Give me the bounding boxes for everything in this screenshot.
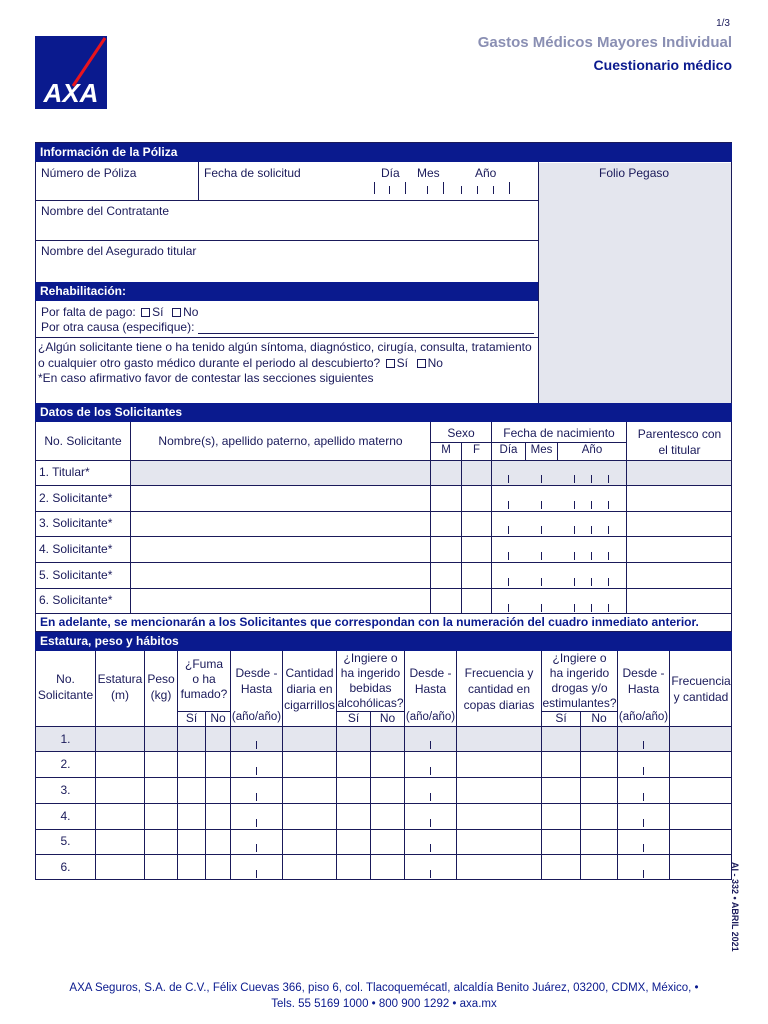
col-drugs-line1: ¿Ingiere o — [552, 651, 607, 665]
period-tick — [643, 793, 644, 801]
col-period-line2: Hasta — [414, 682, 447, 696]
col-birth-year: Año — [581, 444, 603, 456]
date-year-label: Año — [475, 166, 497, 180]
date-tick — [591, 578, 592, 586]
col-habits-no-line2: Solicitante — [37, 688, 94, 702]
date-tick — [508, 604, 509, 612]
applicant-row-label: 6. Solicitante* — [39, 593, 113, 607]
applicant-row-label: 2. Solicitante* — [39, 491, 113, 505]
period-tick — [430, 767, 431, 775]
col-smoke — [178, 657, 230, 702]
question-line-3: *En caso afirmativo favor de contestar las secciones siguientes — [38, 371, 374, 385]
date-tick — [508, 501, 509, 509]
footer-address: AXA Seguros, S.A. de C.V., Félix Cuevas 366, piso 6, col. Tlacoquemécatl, alcaldía Benito Juárez, 03200, CDMX, México, • — [69, 982, 699, 994]
question-line-2 — [38, 356, 538, 372]
col-habits-no-line1: No. — [56, 672, 75, 686]
period-tick — [256, 793, 257, 801]
question-line-2-text: o cualquier otro gasto médico durante el periodo al descubierto? — [38, 355, 381, 370]
rehab-payment-row — [41, 305, 198, 319]
yes-label: Sí — [396, 355, 408, 370]
col-cigarettes-line2: diaria en — [286, 682, 333, 696]
col-birthdate: Fecha de nacimiento — [503, 426, 615, 440]
habits-row-label: 6. — [60, 860, 71, 874]
col-alcohol-line4: alcohólicas? — [337, 696, 404, 710]
alcohol-period-unit: (año/año) — [405, 711, 456, 723]
period-tick — [643, 819, 644, 827]
date-tick — [591, 475, 592, 483]
smoke-no-header: No — [210, 711, 226, 725]
col-alcohol-line1: ¿Ingiere o — [343, 651, 398, 665]
period-tick — [430, 844, 431, 852]
period-tick — [256, 767, 257, 775]
date-tick — [608, 552, 609, 560]
habits-row-label: 2. — [60, 757, 71, 771]
date-tick — [591, 526, 592, 534]
logo-text: AXA — [43, 78, 99, 108]
col-drugs-line4: estimulantes? — [542, 696, 617, 710]
col-frequency-line3: copas diarias — [463, 698, 535, 712]
col-cigarettes — [283, 665, 336, 713]
col-relationship — [627, 426, 732, 458]
date-tick — [508, 552, 509, 560]
habits-row-label: 1. — [60, 732, 71, 746]
col-alcohol-line2: ha ingerido — [340, 666, 401, 680]
drugs-yes-header: Sí — [555, 711, 567, 725]
alcohol-no-header: No — [379, 711, 396, 725]
question-line-1: ¿Algún solicitante tiene o ha tenido algún síntoma, diagnóstico, cirugía, consulta, tratamiento — [38, 340, 532, 354]
col-frequency2-line2: y cantidad — [673, 690, 729, 704]
col-habits-no — [36, 671, 95, 703]
date-tick — [541, 552, 542, 560]
date-tick — [608, 501, 609, 509]
policy-number-label: Número de Póliza — [41, 166, 137, 180]
date-day-label: Día — [381, 166, 400, 180]
col-frequency-line2: cantidad en — [467, 682, 531, 696]
col-applicant-name: Nombre(s), apellido paterno, apellido materno — [158, 434, 403, 448]
date-tick — [608, 578, 609, 586]
applicant-row-label: 4. Solicitante* — [39, 542, 113, 556]
symptom-no-checkbox[interactable] — [417, 359, 426, 368]
col-weight-line2: (kg) — [150, 688, 172, 702]
col-drugs-period — [618, 665, 669, 697]
contractor-name-label: Nombre del Contratante — [41, 204, 170, 218]
col-alcohol-frequency — [457, 665, 541, 713]
date-tick — [574, 578, 575, 586]
request-date-field[interactable] — [372, 180, 522, 194]
period-tick — [256, 844, 257, 852]
yes-label: Sí — [152, 305, 164, 319]
applicant-row-label: 5. Solicitante* — [39, 568, 113, 582]
period-tick — [256, 741, 257, 749]
date-tick — [608, 526, 609, 534]
drugs-period-unit: (año/año) — [618, 711, 669, 723]
date-tick — [508, 526, 509, 534]
col-drugs-line2: ha ingerido — [549, 666, 610, 680]
habits-row-label: 5. — [60, 834, 71, 848]
date-tick — [541, 501, 542, 509]
col-sex: Sexo — [447, 426, 475, 440]
insured-name-label: Nombre del Asegurado titular — [41, 244, 197, 258]
col-alcohol-period — [405, 665, 456, 697]
smoke-period-unit: (año/año) — [231, 711, 282, 723]
col-weight-line1: Peso — [147, 672, 175, 686]
date-tick — [608, 475, 609, 483]
col-birth-month: Mes — [530, 444, 553, 456]
col-period-line1: Desde - — [622, 666, 665, 680]
col-relationship-line2: el titular — [658, 443, 701, 457]
policy-section-header: Información de la Póliza — [35, 143, 732, 162]
period-tick — [256, 870, 257, 878]
period-tick — [643, 741, 644, 749]
col-period-line1: Desde - — [409, 666, 452, 680]
col-drugs — [542, 651, 617, 711]
page-number: 1/3 — [716, 18, 730, 29]
period-tick — [430, 819, 431, 827]
no-label: No — [427, 355, 443, 370]
date-tick — [574, 526, 575, 534]
col-sex-f: F — [472, 444, 481, 456]
symptom-question — [38, 340, 538, 387]
rehab-section-header: Rehabilitación: — [35, 282, 538, 301]
col-birth-day: Día — [499, 444, 518, 456]
col-alcohol-line3: bebidas — [349, 681, 392, 695]
rehab-payment-no-checkbox[interactable] — [172, 308, 181, 317]
date-tick — [541, 526, 542, 534]
symptom-yes-checkbox[interactable] — [386, 359, 395, 368]
period-tick — [643, 870, 644, 878]
col-period-line2: Hasta — [240, 682, 273, 696]
date-tick — [574, 475, 575, 483]
col-period-line2: Hasta — [627, 682, 660, 696]
smoke-yes-header: Sí — [185, 711, 198, 725]
rehab-other-label: Por otra causa (especifique): — [41, 320, 195, 334]
drugs-no-header: No — [591, 711, 607, 725]
applicant-row-label: 1. Titular* — [39, 465, 90, 479]
period-tick — [643, 767, 644, 775]
col-relationship-line1: Parentesco con — [637, 427, 722, 441]
col-frequency2-line1: Frecuencia — [671, 674, 731, 688]
form-code: AI - 332 • ABRIL 2021 — [730, 862, 740, 952]
applicants-section-header: Datos de los Solicitantes — [35, 403, 732, 422]
date-tick — [508, 578, 509, 586]
period-tick — [430, 870, 431, 878]
period-tick — [643, 844, 644, 852]
date-tick — [591, 501, 592, 509]
rehab-payment-yes-checkbox[interactable] — [141, 308, 150, 317]
numbering-note: En adelante, se mencionarán a los Solicitantes que correspondan con la numeración del cuadro inmediato anterior. — [35, 614, 732, 632]
date-tick — [574, 501, 575, 509]
date-tick — [608, 604, 609, 612]
date-tick — [541, 604, 542, 612]
document-title: Gastos Médicos Mayores Individual — [477, 34, 732, 51]
col-height — [96, 671, 144, 703]
date-tick — [541, 475, 542, 483]
date-tick — [574, 552, 575, 560]
folio-label: Folio Pegaso — [599, 166, 670, 180]
col-smoke-period — [231, 665, 282, 697]
date-tick — [591, 604, 592, 612]
date-month-label: Mes — [417, 166, 440, 180]
col-applicant-no: No. Solicitante — [44, 434, 122, 448]
col-drugs-frequency — [670, 673, 732, 705]
col-period-line1: Desde - — [235, 666, 278, 680]
axa-logo — [35, 36, 107, 109]
col-weight — [145, 671, 177, 703]
footer-contact: Tels. 55 5169 1000 • 800 900 1292 • axa.mx — [271, 998, 497, 1010]
date-tick — [591, 552, 592, 560]
col-height-line1: Estatura — [97, 672, 143, 686]
document-subtitle: Cuestionario médico — [593, 57, 732, 73]
col-smoke-line1: ¿Fuma — [184, 657, 223, 671]
request-date-label: Fecha de solicitud — [204, 166, 301, 180]
col-alcohol — [337, 651, 404, 711]
habits-row-label: 3. — [60, 783, 71, 797]
habits-row-label: 4. — [60, 809, 71, 823]
applicant-row-label: 3. Solicitante* — [39, 516, 113, 530]
period-tick — [256, 819, 257, 827]
period-tick — [430, 741, 431, 749]
col-cigarettes-line3: cigarrillos — [284, 698, 335, 712]
date-tick — [574, 604, 575, 612]
col-sex-m: M — [441, 444, 451, 456]
date-tick — [541, 578, 542, 586]
folio-area — [539, 163, 731, 403]
no-label: No — [183, 305, 199, 319]
period-tick — [430, 793, 431, 801]
col-drugs-line3: drogas y/o — [551, 681, 608, 695]
col-smoke-line3: fumado? — [180, 687, 228, 701]
col-height-line2: (m) — [111, 688, 129, 702]
rehab-payment-label: Por falta de pago: — [41, 305, 136, 319]
habits-section-header: Estatura, peso y hábitos — [35, 632, 732, 651]
col-frequency-line1: Frecuencia y — [464, 666, 534, 680]
date-tick — [508, 475, 509, 483]
alcohol-yes-header: Sí — [347, 711, 360, 725]
col-cigarettes-line1: Cantidad — [285, 666, 334, 680]
rehab-other-field[interactable] — [198, 333, 534, 334]
col-smoke-line2: o ha — [192, 672, 216, 686]
